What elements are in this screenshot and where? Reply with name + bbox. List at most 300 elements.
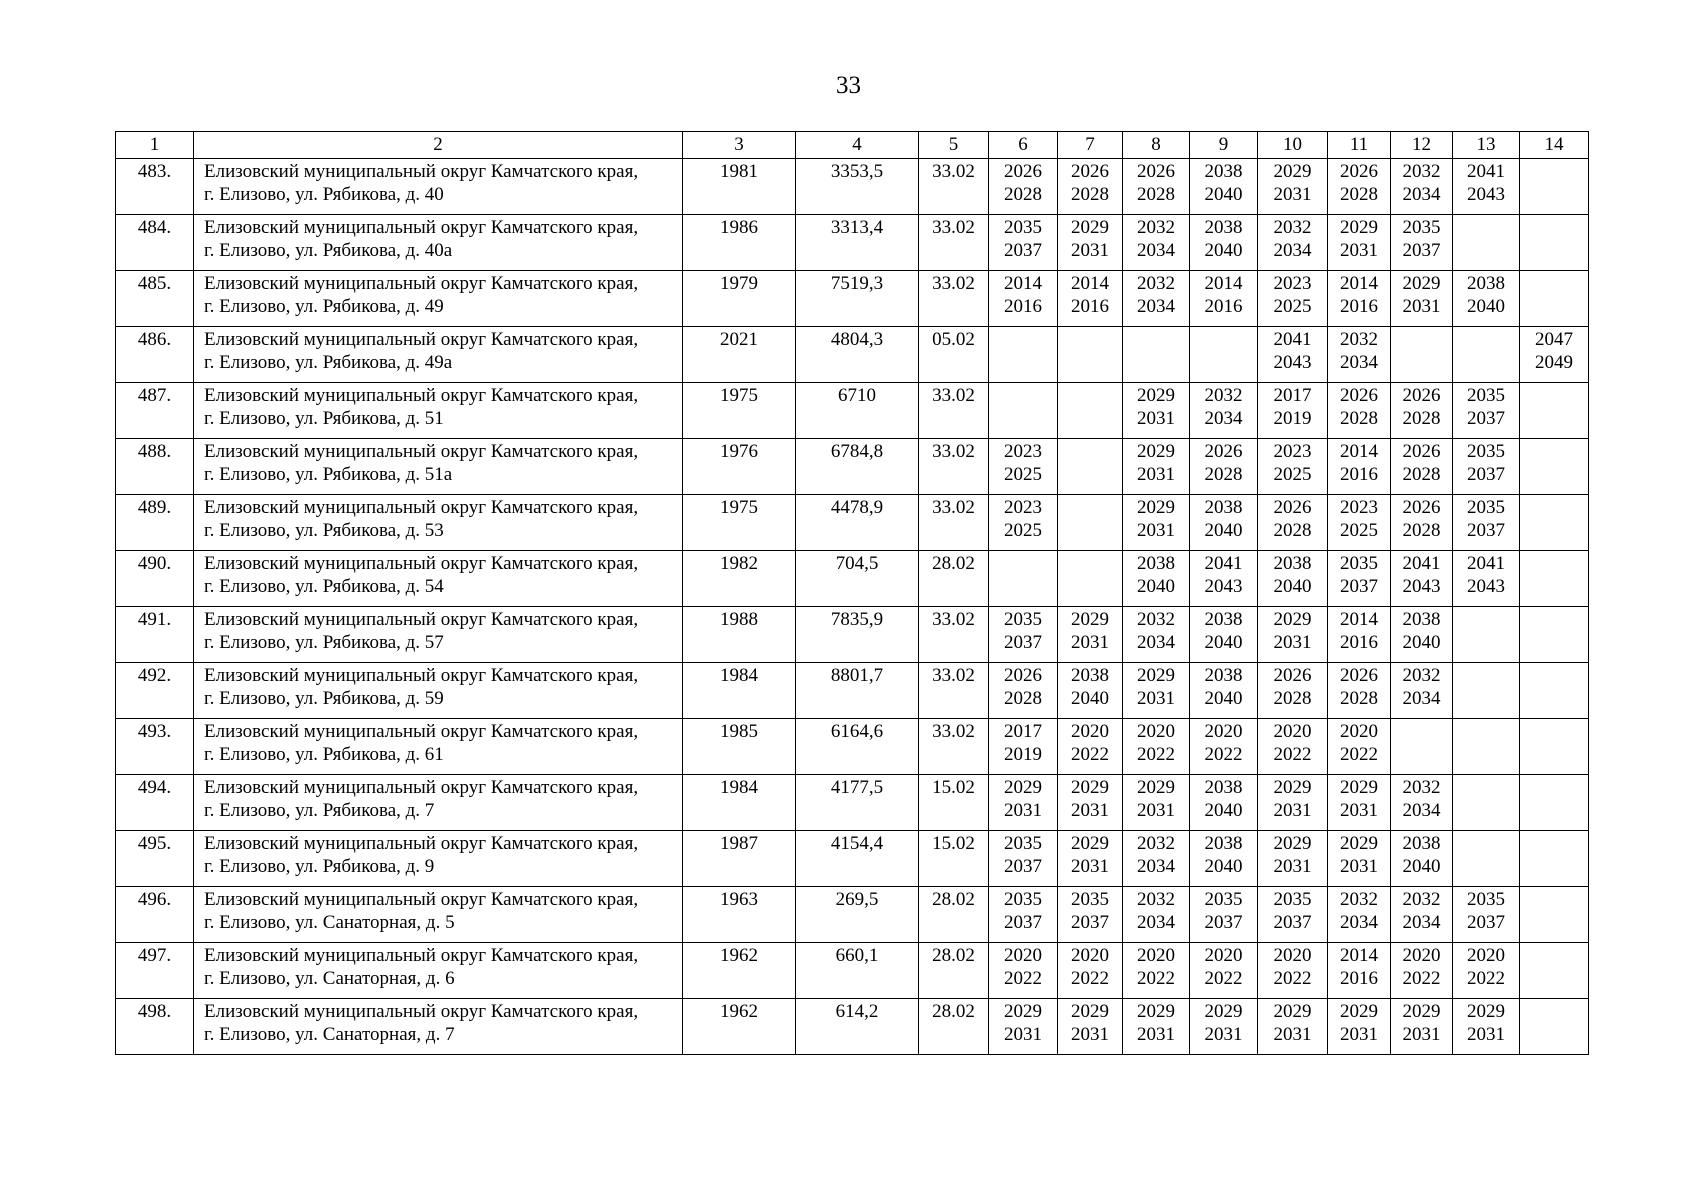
table-row <box>116 495 1589 551</box>
column-header: 12 <box>1391 132 1453 159</box>
period-end-year: 2031 <box>1071 240 1109 261</box>
period-cell <box>1453 719 1520 775</box>
period-cell <box>1520 831 1589 887</box>
period-end-year: 2022 <box>1204 744 1243 765</box>
column-header: 3 <box>683 132 796 159</box>
period-cell <box>1258 607 1328 663</box>
period-cell <box>1328 999 1391 1055</box>
period-end-year: 2028 <box>1340 408 1378 429</box>
period-cell <box>989 663 1058 719</box>
period-cell <box>1328 215 1391 271</box>
period-cell <box>1258 663 1328 719</box>
period-end-year: 2031 <box>1071 856 1109 877</box>
period-cell <box>1258 215 1328 271</box>
period-cell <box>1520 943 1589 999</box>
period-cell <box>1058 551 1123 607</box>
period-end-year: 2022 <box>1071 744 1109 765</box>
period-start-year: 2041 <box>1467 161 1505 182</box>
period-cell <box>989 775 1058 831</box>
period-start-year: 2029 <box>1071 777 1109 798</box>
period-start-year: 2020 <box>1137 721 1175 742</box>
period-start-year: 2035 <box>1402 217 1441 238</box>
period-cell <box>1058 271 1123 327</box>
code-cell: 28.02 <box>919 887 989 943</box>
period-cell <box>1190 607 1258 663</box>
column-header: 11 <box>1328 132 1391 159</box>
period-end-year: 2034 <box>1273 240 1312 261</box>
row-number: 495. <box>116 831 194 887</box>
address-cell <box>194 775 683 831</box>
period-start-year: 2026 <box>1071 161 1109 182</box>
period-cell <box>1190 439 1258 495</box>
period-start-year: 2020 <box>1137 945 1175 966</box>
period-start-year: 2026 <box>1273 665 1312 686</box>
period-cell <box>1258 887 1328 943</box>
column-header: 13 <box>1453 132 1520 159</box>
period-cell <box>989 887 1058 943</box>
address-cell <box>194 719 683 775</box>
period-start-year: 2038 <box>1204 665 1243 686</box>
period-start-year: 2026 <box>1402 385 1441 406</box>
period-end-year: 2037 <box>1004 240 1042 261</box>
period-start-year: 2041 <box>1204 553 1243 574</box>
row-number: 484. <box>116 215 194 271</box>
period-start-year: 2041 <box>1402 553 1441 574</box>
period-cell <box>1123 495 1190 551</box>
period-cell <box>1328 383 1391 439</box>
build-year: 1988 <box>683 607 796 663</box>
period-end-year: 2034 <box>1137 632 1175 653</box>
period-cell <box>989 271 1058 327</box>
period-cell <box>1453 663 1520 719</box>
period-end-year: 2022 <box>1137 968 1175 989</box>
period-cell <box>1391 215 1453 271</box>
total-area: 4804,3 <box>796 327 919 383</box>
address-municipality: Елизовский муниципальный округ Камчатского края, <box>204 833 639 854</box>
code-cell: 33.02 <box>919 271 989 327</box>
period-cell <box>1328 663 1391 719</box>
table-row <box>116 943 1589 999</box>
period-end-year: 2037 <box>1204 912 1243 933</box>
period-end-year: 2040 <box>1204 240 1243 261</box>
period-start-year: 2023 <box>1004 497 1042 518</box>
build-year: 1963 <box>683 887 796 943</box>
address-cell <box>194 327 683 383</box>
total-area: 4177,5 <box>796 775 919 831</box>
period-start-year: 2029 <box>1273 1001 1312 1022</box>
build-year: 1979 <box>683 271 796 327</box>
address-cell <box>194 271 683 327</box>
period-cell <box>1453 439 1520 495</box>
period-cell <box>1453 831 1520 887</box>
period-start-year: 2020 <box>1273 945 1312 966</box>
period-start-year: 2029 <box>1071 609 1109 630</box>
period-end-year: 2028 <box>1071 184 1109 205</box>
period-cell <box>989 719 1058 775</box>
period-cell <box>1391 943 1453 999</box>
address-cell <box>194 439 683 495</box>
period-start-year: 2035 <box>1467 889 1505 910</box>
period-end-year: 2022 <box>1004 968 1042 989</box>
period-end-year: 2037 <box>1467 912 1505 933</box>
period-cell <box>1453 327 1520 383</box>
period-start-year: 2026 <box>1402 441 1441 462</box>
period-end-year: 2028 <box>1137 184 1175 205</box>
total-area: 3353,5 <box>796 159 919 215</box>
period-start-year: 2029 <box>1137 1001 1175 1022</box>
period-cell <box>1123 383 1190 439</box>
address-municipality: Елизовский муниципальный округ Камчатского края, <box>204 1001 639 1022</box>
row-number: 494. <box>116 775 194 831</box>
period-cell <box>1391 831 1453 887</box>
address-cell <box>194 551 683 607</box>
period-cell <box>1258 719 1328 775</box>
period-start-year: 2038 <box>1204 161 1243 182</box>
period-cell <box>1190 999 1258 1055</box>
period-end-year: 2025 <box>1273 296 1312 317</box>
period-cell <box>1190 663 1258 719</box>
period-cell <box>989 495 1058 551</box>
period-end-year: 2028 <box>1340 184 1378 205</box>
period-end-year: 2037 <box>1467 408 1505 429</box>
code-cell: 33.02 <box>919 495 989 551</box>
period-cell <box>989 607 1058 663</box>
column-header: 1 <box>116 132 194 159</box>
period-start-year: 2032 <box>1402 161 1441 182</box>
address-street: г. Елизово, ул. Рябикова, д. 9 <box>204 856 435 877</box>
period-end-year: 2031 <box>1137 1024 1175 1045</box>
column-header: 9 <box>1190 132 1258 159</box>
table-row <box>116 551 1589 607</box>
period-end-year: 2028 <box>1204 464 1243 485</box>
column-header: 6 <box>989 132 1058 159</box>
address-municipality: Елизовский муниципальный округ Камчатского края, <box>204 945 639 966</box>
address-municipality: Елизовский муниципальный округ Камчатского края, <box>204 329 639 350</box>
period-cell <box>1258 999 1328 1055</box>
period-cell <box>1520 551 1589 607</box>
period-cell <box>1123 327 1190 383</box>
address-cell <box>194 215 683 271</box>
period-cell <box>1453 215 1520 271</box>
period-start-year: 2029 <box>1004 777 1042 798</box>
period-start-year: 2017 <box>1273 385 1312 406</box>
code-cell: 15.02 <box>919 775 989 831</box>
period-end-year: 2031 <box>1340 240 1378 261</box>
period-end-year: 2031 <box>1402 296 1441 317</box>
code-cell: 33.02 <box>919 719 989 775</box>
period-cell <box>1258 943 1328 999</box>
build-year: 1975 <box>683 383 796 439</box>
period-cell <box>1328 439 1391 495</box>
period-cell <box>1328 943 1391 999</box>
period-end-year: 2034 <box>1340 912 1378 933</box>
period-end-year: 2031 <box>1340 800 1378 821</box>
address-street: г. Елизово, ул. Рябикова, д. 51а <box>204 464 453 485</box>
period-cell <box>1391 607 1453 663</box>
period-start-year: 2014 <box>1340 273 1378 294</box>
period-end-year: 2022 <box>1467 968 1505 989</box>
period-start-year: 2029 <box>1273 833 1312 854</box>
period-cell <box>1328 495 1391 551</box>
period-start-year: 2038 <box>1137 553 1175 574</box>
period-cell <box>1190 775 1258 831</box>
period-start-year: 2029 <box>1137 385 1175 406</box>
build-year: 1985 <box>683 719 796 775</box>
address-municipality: Елизовский муниципальный округ Камчатского края, <box>204 497 639 518</box>
period-end-year: 2031 <box>1137 408 1175 429</box>
period-end-year: 2016 <box>1340 632 1378 653</box>
build-year: 1975 <box>683 495 796 551</box>
period-cell <box>989 551 1058 607</box>
period-end-year: 2031 <box>1204 1024 1243 1045</box>
period-end-year: 2031 <box>1273 1024 1312 1045</box>
code-cell: 05.02 <box>919 327 989 383</box>
table-body <box>116 159 1589 1055</box>
period-end-year: 2031 <box>1004 1024 1042 1045</box>
period-start-year: 2026 <box>1273 497 1312 518</box>
address-cell <box>194 663 683 719</box>
period-end-year: 2037 <box>1004 912 1042 933</box>
period-start-year: 2035 <box>1004 609 1042 630</box>
address-cell <box>194 943 683 999</box>
period-cell <box>1190 943 1258 999</box>
total-area: 614,2 <box>796 999 919 1055</box>
period-cell <box>1058 831 1123 887</box>
table-row <box>116 775 1589 831</box>
period-cell <box>1058 495 1123 551</box>
period-end-year: 2031 <box>1273 184 1312 205</box>
build-year: 2021 <box>683 327 796 383</box>
period-end-year: 2034 <box>1137 856 1175 877</box>
build-year: 1962 <box>683 999 796 1055</box>
period-start-year: 2035 <box>1004 217 1042 238</box>
address-street: г. Елизово, ул. Рябикова, д. 49а <box>204 352 453 373</box>
row-number: 497. <box>116 943 194 999</box>
period-end-year: 2034 <box>1137 912 1175 933</box>
table-row <box>116 383 1589 439</box>
period-cell <box>1328 551 1391 607</box>
period-cell <box>1190 551 1258 607</box>
period-end-year: 2022 <box>1273 744 1312 765</box>
period-cell <box>1520 999 1589 1055</box>
period-end-year: 2031 <box>1137 464 1175 485</box>
total-area: 8801,7 <box>796 663 919 719</box>
period-cell <box>1391 719 1453 775</box>
period-end-year: 2028 <box>1273 520 1312 541</box>
period-cell <box>1058 887 1123 943</box>
period-cell <box>1328 607 1391 663</box>
total-area: 6710 <box>796 383 919 439</box>
period-cell <box>1328 271 1391 327</box>
address-street: г. Елизово, ул. Рябикова, д. 7 <box>204 800 435 821</box>
address-cell <box>194 887 683 943</box>
period-cell <box>1190 159 1258 215</box>
period-start-year: 2032 <box>1340 329 1378 350</box>
period-cell <box>989 439 1058 495</box>
period-start-year: 2038 <box>1204 777 1243 798</box>
period-start-year: 2038 <box>1204 217 1243 238</box>
table-row <box>116 719 1589 775</box>
period-cell <box>989 943 1058 999</box>
period-cell <box>1258 327 1328 383</box>
column-header: 10 <box>1258 132 1328 159</box>
period-cell <box>1391 439 1453 495</box>
period-end-year: 2028 <box>1004 688 1042 709</box>
period-cell <box>1453 383 1520 439</box>
table-row <box>116 271 1589 327</box>
total-area: 7835,9 <box>796 607 919 663</box>
period-cell <box>1058 383 1123 439</box>
table-row <box>116 607 1589 663</box>
period-end-year: 2025 <box>1004 464 1042 485</box>
period-end-year: 2031 <box>1137 800 1175 821</box>
period-end-year: 2034 <box>1340 352 1378 373</box>
period-end-year: 2031 <box>1273 800 1312 821</box>
period-start-year: 2029 <box>1004 1001 1042 1022</box>
period-start-year: 2014 <box>1004 273 1042 294</box>
period-end-year: 2028 <box>1273 688 1312 709</box>
period-cell <box>1520 887 1589 943</box>
period-cell <box>1058 719 1123 775</box>
housing-register-table <box>115 131 1589 1055</box>
table-row <box>116 159 1589 215</box>
period-cell <box>1123 271 1190 327</box>
address-cell <box>194 607 683 663</box>
period-cell <box>1391 887 1453 943</box>
period-end-year: 2028 <box>1402 464 1441 485</box>
period-end-year: 2025 <box>1273 464 1312 485</box>
period-cell <box>1520 719 1589 775</box>
period-start-year: 2047 <box>1535 329 1573 350</box>
address-street: г. Елизово, ул. Санаторная, д. 6 <box>204 968 455 989</box>
period-start-year: 2032 <box>1402 777 1441 798</box>
period-cell <box>1520 495 1589 551</box>
period-cell <box>989 831 1058 887</box>
period-cell <box>1123 999 1190 1055</box>
period-start-year: 2029 <box>1467 1001 1505 1022</box>
build-year: 1962 <box>683 943 796 999</box>
period-end-year: 2031 <box>1340 1024 1378 1045</box>
period-start-year: 2020 <box>1071 721 1109 742</box>
period-cell <box>1453 495 1520 551</box>
address-municipality: Елизовский муниципальный округ Камчатского края, <box>204 385 639 406</box>
period-end-year: 2022 <box>1137 744 1175 765</box>
period-cell <box>1190 215 1258 271</box>
period-cell <box>1453 159 1520 215</box>
period-start-year: 2041 <box>1467 553 1505 574</box>
period-end-year: 2025 <box>1004 520 1042 541</box>
row-number: 496. <box>116 887 194 943</box>
code-cell: 28.02 <box>919 551 989 607</box>
period-end-year: 2022 <box>1071 968 1109 989</box>
code-cell: 33.02 <box>919 215 989 271</box>
period-cell <box>1328 887 1391 943</box>
period-cell <box>1391 327 1453 383</box>
period-cell <box>1058 159 1123 215</box>
build-year: 1984 <box>683 775 796 831</box>
row-number: 486. <box>116 327 194 383</box>
period-start-year: 2038 <box>1273 553 1312 574</box>
period-end-year: 2034 <box>1137 240 1175 261</box>
period-end-year: 2043 <box>1467 576 1505 597</box>
table-row <box>116 831 1589 887</box>
period-cell <box>989 215 1058 271</box>
row-number: 489. <box>116 495 194 551</box>
column-header: 2 <box>194 132 683 159</box>
period-start-year: 2035 <box>1340 553 1378 574</box>
period-start-year: 2029 <box>1137 497 1175 518</box>
period-end-year: 2031 <box>1137 520 1175 541</box>
period-start-year: 2020 <box>1273 721 1312 742</box>
period-start-year: 2020 <box>1204 721 1243 742</box>
period-end-year: 2019 <box>1004 744 1042 765</box>
period-start-year: 2032 <box>1137 217 1175 238</box>
period-end-year: 2040 <box>1071 688 1109 709</box>
period-end-year: 2040 <box>1204 856 1243 877</box>
period-end-year: 2040 <box>1204 688 1243 709</box>
total-area: 660,1 <box>796 943 919 999</box>
period-start-year: 2032 <box>1340 889 1378 910</box>
period-cell <box>1520 215 1589 271</box>
period-cell <box>1453 887 1520 943</box>
period-cell <box>1258 271 1328 327</box>
period-end-year: 2034 <box>1204 408 1243 429</box>
period-cell <box>1520 159 1589 215</box>
address-street: г. Елизово, ул. Рябикова, д. 54 <box>204 576 444 597</box>
period-end-year: 2037 <box>1273 912 1312 933</box>
period-end-year: 2031 <box>1071 800 1109 821</box>
row-number: 483. <box>116 159 194 215</box>
period-start-year: 2038 <box>1204 609 1243 630</box>
address-cell <box>194 383 683 439</box>
period-start-year: 2026 <box>1340 665 1378 686</box>
period-start-year: 2020 <box>1340 721 1378 742</box>
address-municipality: Елизовский муниципальный округ Камчатского края, <box>204 273 639 294</box>
period-start-year: 2014 <box>1340 441 1378 462</box>
period-start-year: 2026 <box>1137 161 1175 182</box>
code-cell: 28.02 <box>919 943 989 999</box>
code-cell: 33.02 <box>919 663 989 719</box>
period-end-year: 2037 <box>1402 240 1441 261</box>
period-end-year: 2028 <box>1402 408 1441 429</box>
period-end-year: 2025 <box>1340 520 1378 541</box>
period-cell <box>1391 159 1453 215</box>
period-end-year: 2043 <box>1273 352 1312 373</box>
code-cell: 33.02 <box>919 159 989 215</box>
period-end-year: 2019 <box>1273 408 1312 429</box>
address-street: г. Елизово, ул. Санаторная, д. 7 <box>204 1024 455 1045</box>
period-cell <box>1123 215 1190 271</box>
period-cell <box>1258 159 1328 215</box>
row-number: 498. <box>116 999 194 1055</box>
period-cell <box>1453 607 1520 663</box>
table-row <box>116 663 1589 719</box>
row-number: 493. <box>116 719 194 775</box>
table-row <box>116 327 1589 383</box>
period-end-year: 2016 <box>1204 296 1243 317</box>
address-cell <box>194 831 683 887</box>
period-cell <box>989 999 1058 1055</box>
period-start-year: 2035 <box>1004 833 1042 854</box>
period-end-year: 2049 <box>1535 352 1573 373</box>
period-start-year: 2038 <box>1204 497 1243 518</box>
period-cell <box>1453 775 1520 831</box>
row-number: 487. <box>116 383 194 439</box>
period-cell <box>1058 607 1123 663</box>
table-row <box>116 439 1589 495</box>
period-cell <box>1391 551 1453 607</box>
period-end-year: 2040 <box>1204 520 1243 541</box>
